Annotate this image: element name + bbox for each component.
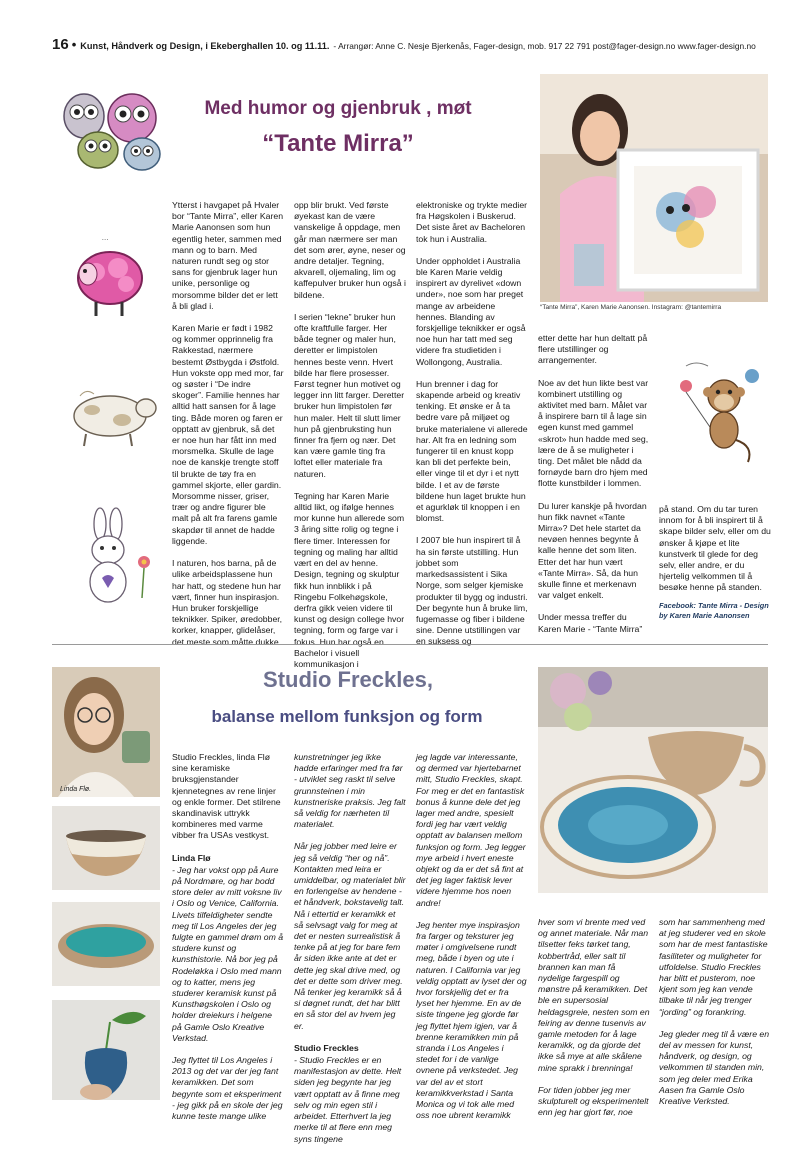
paragraph: Noe av det hun likte best var kombinert utstilling og aktivitet med barn. Målet var å inspirere barn til å lage sin egen kunst med gammel «skrot» hun hadde med seg, lære de å se muligheter i ting. Det målet ble nådd da fornøyde barn dro hjem med flotte kunstbilder i lommen.: [538, 377, 649, 489]
white-rabbit-painting: [66, 506, 160, 606]
linda-photo-caption: Linda Flø.: [60, 786, 92, 793]
article1-column-5: [659, 504, 771, 605]
paragraph: Studio Freckles, linda Flø sine keramiske bruksgjenstander kjennetegnes av rene linjer og enkle former. Det stilrene skandinavisk uttrykk kombineres med varme vibber fra USAs vestkyst.: [172, 752, 281, 841]
paragraph: Når jeg jobber med leire er jeg så veldig “her og nå”. Kontakten med leira er umiddelbar, og materialet blir en forlengelse av hendene - et håndverk, bokstavelig talt. Nå i ettertid er keramikk et så selvsagt valg for meg at det er nesten surrealistisk å tenke på at jeg for bare fem år siden ikke ante at det er dette jeg skal drive med, og det er dette som driver meg. Nå tenker jeg keramikk så å si døgnet rundt, det har blitt en så stor del av hvem jeg er.: [294, 841, 406, 1031]
paragraph: I serien “lekne” bruker hun ofte kraftfulle farger. Her både tegner og maler hun, deretter er limpistolen hennes beste venn. Hvert bilde har flere prosesser. Først tegner hun motivet og legger inn litt farger. Deretter bruker hun limpistolen før hun maler. Helt til slutt limer hun på gjenbruksting hun finner fra fjern og nær. Det kan være gamle ting fra loftet eller materiale fra naturen.: [294, 311, 405, 479]
article1-facebook-credit: Facebook: Tante Mirra - Design by Karen Marie Aanonsen: [659, 601, 769, 620]
svg-text:...: ...: [102, 234, 109, 242]
paragraph: Jeg gleder meg til å være en del av messen for kunst, håndverk, og design, og velkommen til standen min, som jeg deler med Erika Aasen fra Gamle Oslo Kreative Verksted.: [659, 1028, 770, 1107]
paragraph: hver som vi brente med ved og annet materiale. Når man tilsetter feks tørket tang, kobbertråd, eller salt til brannen kan man få nydelige fargespill og mønstre på keramikken. Det ble en supersosial heldagsgreie, nesten som en feiring av denne tusenvis av gamle metoden for å lage keramikk, og da gjorde det ikke så mye at alle skålene mine sprakk i brenninga!: [538, 917, 650, 1073]
article2-column-3: [416, 752, 528, 1133]
paragraph: Karen Marie er født i 1982 og kommer opprinnelig fra Rakkestad, nærmere bestemt Østbygda i Østfold. Hun vokste opp med mor, far og søster i “De indre skoger”. Familie hennes har alltid hatt sansen for å lage ting. Både moren og faren er opptatt av gjenbruk, så det er noe hun har fått inn med morsmelka. Skulle de lage noe de kanskje trengte stoff til brukte de tøy fra en gammel skjorte, eller gardin. Morsomme nisser, griser, trær og andre figurer ble malt på alt fra farens gamle skapdør til annet de hadde liggende.: [172, 323, 284, 546]
article1-column-4: [538, 333, 650, 646]
paragraph: jeg lagde var interessante, og dermed var hjertebarnet mitt, Studio Freckles, skapt. For meg er det en fantastisk bonus å kunne dele det jeg lager med andre, spesielt fordi jeg har vært veldig opptatt av balansen mellom funksjon og form. Jeg legger mye arbeid i hvert eneste objekt og da er det så fint at det jeg lager faktisk lever videre hjemme hos noen andre!: [416, 752, 526, 908]
article2-column-1: [172, 752, 284, 1133]
paragraph: Jeg flyttet til Los Angeles i 2013 og det var der jeg fant keramikken. Det som begynte som et eksperiment - jeg gikk på en skole der jeg kunne teste mange ulike: [172, 1055, 283, 1122]
paragraph: på stand. Om du tar turen innom for å bli inspirert til å skape bilder selv, eller om du ønsker å kjøpe et lite kunstverk til glede for deg selv, eller andre, er du hjertelig velkommen til å besøke henne på standen.: [659, 504, 771, 593]
paragraph: etter dette har hun deltatt på flere utstillinger og arrangementer.: [538, 333, 648, 366]
article1-title-name: “Tante Mirra”: [262, 130, 414, 157]
paragraph: - Jeg har vokst opp på Aure på Nordmøre, og har bodd store deler av mitt voksne liv i Oslo og Venice, California. Livets tilfeldigheter sendte meg til Los Angeles der jeg fulgte en gammel drøm om å studere kunst og kunsthistorie. Nå bor jeg på Rodeløkka i Oslo med mann og to katter, mens jeg studerer keramisk kunst på Kunsthøgskolen i Oslo og holder dreiekurs i helgene på Gamle Oslo Kreative Verkstad.: [172, 864, 284, 1043]
article2-column-5: [659, 917, 771, 1118]
cups-with-crystals-photo: [538, 667, 768, 893]
section-heading: Linda Flø: [172, 852, 211, 863]
paragraph: I naturen, hos barna, på de ulike arbeidsplassene hun har hatt, og stedene hun har vært, finner hun inspirasjon. Hun bruker forskjellige teknikker. Spiker, øredobber, korker, knapper, glidelåser, det meste som måtte dukke: [172, 558, 283, 647]
paragraph: Under oppholdet i Australia ble Karen Marie veldig inspirert av dyrelivet «down under», noe som har preget mange av arbeidene hennes. Blanding av forskjellige teknikker er også noe hun har tatt med seg videre fra studietiden i Wollongong, Australia.: [416, 255, 526, 367]
pink-sheep-painting: [72, 226, 148, 324]
paragraph: kunstretninger jeg ikke hadde erfaringer med fra før - utviklet seg raskt til selve grunnsteinen i min kunstneriske praksis. Jeg falt så veldig for nærheten til materialet.: [294, 752, 406, 830]
article2-title: Studio Freckles,: [263, 667, 433, 692]
vase-with-leaf-photo: [52, 1000, 160, 1100]
article2-column-2: [294, 752, 406, 1156]
paragraph: Ytterst i havgapet på Hvaler bor “Tante Mirra”, eller Karen Marie Aanonsen som hun egentlig heter, sammen med mann og to barn. Med naturen rundt seg og stor sans for gjenbruk lager hun unike, personlige og morsomme bilder det er lett å bli glad i.: [172, 200, 284, 311]
article1-column-3: [416, 200, 528, 659]
header-organizer-details: - Arrangør: Anne C. Nesje Bjerkenås, Fager-design, mob. 917 22 791 post@fager-design.no www.fager-design.no: [333, 41, 756, 51]
owls-painting: [60, 88, 164, 172]
page-number: 16: [52, 36, 69, 53]
article2-subtitle: balanse mellom funksjon og form: [211, 707, 483, 726]
paragraph: For tiden jobber jeg mer skulpturelt og eksperimentelt enn jeg har gjort før, noe: [538, 1084, 649, 1118]
section-heading: Studio Freckles: [294, 1042, 359, 1053]
paragraph: elektroniske og trykte medier fra Høgskolen i Buskerud. Det siste året av Bacheloren tok hun i Australia.: [416, 200, 528, 244]
paragraph: Under messa treffer du Karen Marie - “Tante Mirra”: [538, 612, 643, 634]
linda-flo-portrait-photo: [52, 667, 160, 797]
article2-column-4: [538, 917, 650, 1129]
paragraph: opp blir brukt. Ved første øyekast kan de være vanskelige å oppdage, men går man nærmere ser man det som ører, øyne, neser og andre detaljer. Tegning, akvarell, oljemaling, lim og kaffepulver bruker hun også i bildene.: [294, 200, 406, 300]
artist-with-framed-painting-photo: [540, 74, 768, 302]
paragraph: I 2007 ble hun inspirert til å ha sin første utstilling. Hun jobbet som markedsassistent i Sika Norge, som selger kjemiske produkter til bygg og industri. Der begynte hun å bruke lim, fugemasse og fiber i bildene sine. Denne utstillingen var en suksess og: [416, 535, 528, 647]
cow-sketch: [60, 370, 160, 452]
header-event-title: Kunst, Håndverk og Design, i Ekeberghallen 10. og 11.11.: [80, 41, 330, 51]
article1-photo-caption: “Tante Mirra”, Karen Marie Aanonsen. Instagram: @tantemirra: [540, 304, 722, 311]
page-header: [52, 36, 756, 53]
article1-column-1: [172, 200, 284, 659]
ceramic-bowl-photo: [52, 806, 160, 890]
monkey-painting: [672, 356, 766, 466]
paragraph: Hun brenner i dag for skapende arbeid og kreativ tenking. Et ønske er å ta bedre vare på miljøet og bruke materialene vi allerede har. Alt fra en ledning som fungerer til en knust kopp kan bli det perfekte bein, eller vinge til et dyr i et nytt bilde. I et av de første bildene hun laget brukte hun et agurkløk til knoppen i en blomst.: [416, 378, 528, 524]
paragraph: Jeg henter mye inspirasjon fra farger og teksturer jeg møter i omgivelsene rundt meg, både i byen og ute i naturen. I California var jeg veldig opptatt av lyset der og hvor forskjellig det er fra lyset her hjemme. En av de siste tingene jeg gjorde før jeg flyttet hjem igjen, var å brenne keramikken min på stranda i Los Angeles i stedet for i de vanlige ovnene på verkstedet. Jeg var del av et stort keramikkverkstad i Santa Monica og vi tok alle med oss noe ubrent keramikk: [416, 919, 527, 1121]
paragraph: Du lurer kanskje på hvordan hun fikk navnet «Tante Mirra»? Det hele startet da nevøen hennes begynte å kalle henne det som liten. Etter det har hun vært «Tante Mirra». Så, da hun skulle finne et merkenavn var valget enkelt.: [538, 500, 647, 601]
article1-column-2: [294, 200, 406, 681]
paragraph: - Studio Freckles er en manifestasjon av dette. Helt siden jeg begynte har jeg vært opptatt av å finne meg selv og min egen stil i arbeidet. Etterhvert la jeg merke til at flere enn meg syns tingene: [294, 1055, 402, 1144]
turquoise-dish-photo: [52, 902, 160, 986]
article1-title: Med humor og gjenbruk , møt: [204, 98, 472, 119]
section-divider: [52, 644, 768, 645]
header-bullet: •: [71, 37, 77, 52]
paragraph: som har sammenheng med at jeg studerer ved en skole som har de mest fantastiske fasiliteter og muligheter for utfoldelse. Studio Freckles har blitt et pusterom, noe kjent som jeg kan vende tilbake til når jeg trenger “jording” og forankring.: [659, 917, 768, 1017]
paragraph: Tegning har Karen Marie alltid likt, og ifølge hennes mor kunne hun allerede som 3 åring sitte rolig og tegne i flere timer. Interessen for tegning og maling har alltid vært en del av henne. Design, tegning og skulptur fikk hun innblikk i på Ringebu Folkehøgskole, derfra gikk veien videre til kunst og design college hvor tegning, form og farge var i fokus. Hun har også en Bachelor i visuell kommunikasjon i: [294, 490, 405, 669]
